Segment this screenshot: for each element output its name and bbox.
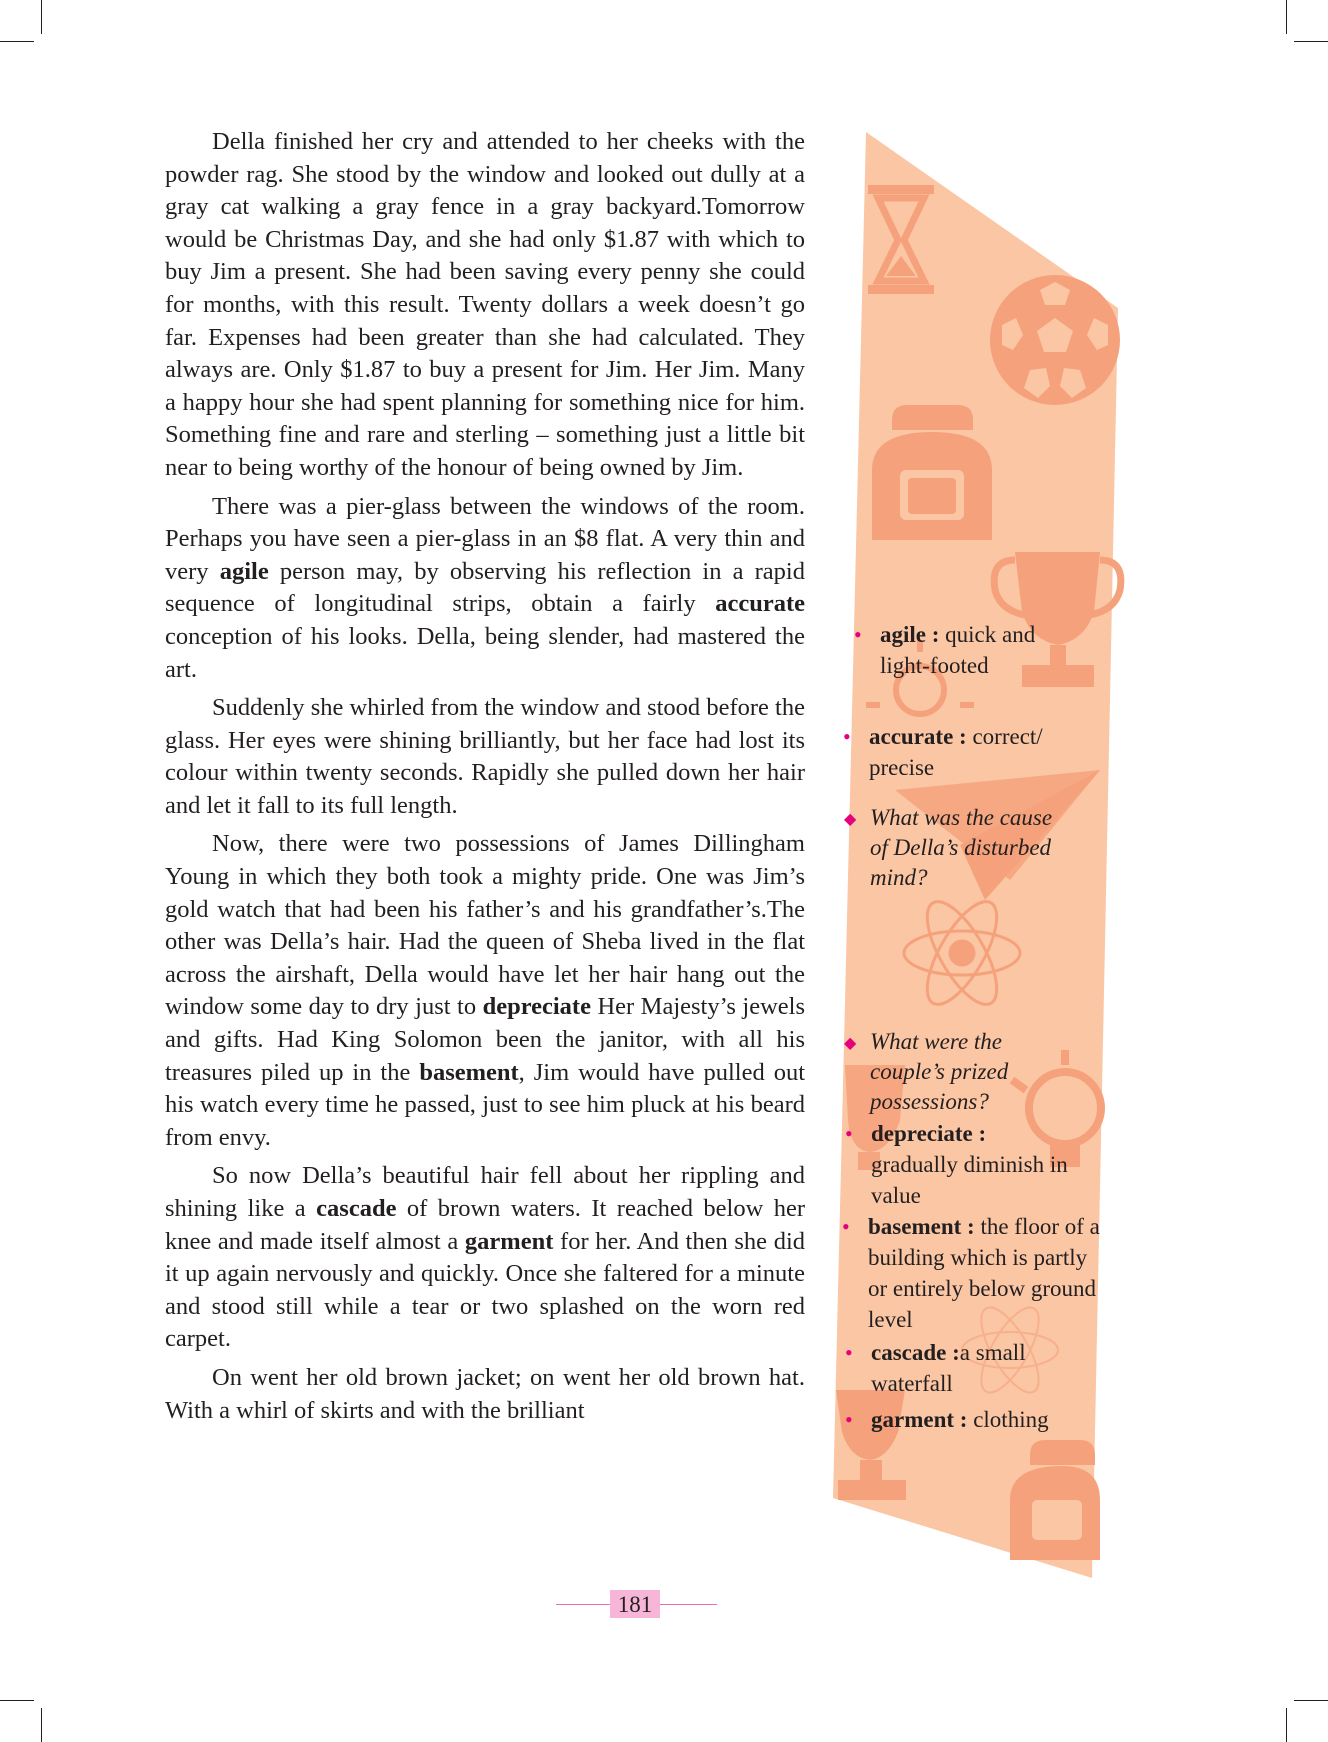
bullet-icon: • bbox=[845, 1407, 853, 1432]
page-number: 181 bbox=[610, 1590, 660, 1618]
bullet-icon: • bbox=[845, 1121, 853, 1146]
bullet-icon: • bbox=[854, 622, 862, 647]
paragraph: On went her old brown jacket; on went her old brown hat. With a whirl of skirts and with the brilliant bbox=[165, 1363, 805, 1424]
paragraph: There was a pier-glass between the windows of the room. Perhaps you have seen a pier-glass in an $8 flat. A very thin and very agile person may, by observing his reflection in a rapid sequence of longitudinal strips, obtain a fairly accurate conception of his looks. Della, being slender, had mastered the art. bbox=[165, 492, 806, 683]
glossary-accurate: • accurate : correct/ precise bbox=[843, 724, 1043, 780]
story-text bbox=[165, 126, 805, 1433]
glossary-agile: • agile : quick and light-footed bbox=[854, 622, 1036, 678]
keyword-agile: agile bbox=[219, 557, 269, 585]
keyword-accurate: accurate bbox=[715, 590, 806, 618]
keyword-basement: basement bbox=[419, 1058, 519, 1086]
paragraph: So now Della’s beautiful hair fell about her rippling and shining like a cascade of brown waters. It reached below her knee and made itself almost a garment for her. And then she did it up again nervously and quickly. Once she faltered for a minute and stood still while a tear or two splashed on the worn red carpet. bbox=[165, 1162, 806, 1353]
question-2: ◆ What were the couple’s prized possessions? bbox=[844, 1029, 1009, 1114]
bullet-icon: • bbox=[843, 724, 851, 749]
keyword-cascade: cascade bbox=[316, 1195, 397, 1222]
keyword-garment: garment bbox=[464, 1227, 554, 1255]
football-icon bbox=[990, 275, 1120, 405]
glossary-garment: • garment : clothing bbox=[871, 1405, 1091, 1436]
question-1: ◆ What was the cause of Della’s disturbed mind? bbox=[844, 805, 1053, 890]
glossary-basement: • basement : the floor of a building which is partly or entirely below ground level bbox=[868, 1211, 1100, 1335]
bullet-icon: • bbox=[842, 1214, 850, 1239]
paragraph: Della finished her cry and attended to her cheeks with the powder rag. She stood by the window and looked out dully at a gray cat walking a gray fence in a gray backyard.Tomorrow would be Christmas Day, and she had only $1.87 with which to buy Jim a present. She had been saving every penny she could for months, with this result. Twenty dollars a week doesn’t go far. Expenses had been greater than she had calculated. They always are. Only $1.87 to buy a present for Jim. Her Jim. Many a happy hour she had spent planning for something nice for him. Something fine and rare and sterling – something just a little bit near to being worthy of the honour of being owned by Jim. bbox=[165, 128, 805, 481]
diamond-bullet-icon: ◆ bbox=[844, 811, 857, 828]
keyword-depreciate: depreciate bbox=[482, 993, 591, 1021]
bullet-icon: • bbox=[845, 1340, 853, 1365]
page-number-rule bbox=[660, 1604, 717, 1605]
page-number-rule bbox=[556, 1604, 610, 1605]
diamond-bullet-icon: ◆ bbox=[844, 1035, 857, 1052]
paragraph: Now, there were two possessions of James Dillingham Young in which they both took a mighty pride. One was Jim’s gold watch that had been his father’s and his grandfather’s.The other was Della’s hair. Had the queen of Sheba lived in the flat across the airshaft, Della would have let her hair hang out the window some day to dry just to depreciate Her Majesty’s jewels and gifts. Had King Solomon been the janitor, with all his treasures piled up in the basement, Jim would have pulled out his watch every time he passed, just to see him pluck at his beard from envy. bbox=[165, 830, 805, 1151]
glossary-cascade: • cascade :a small waterfall bbox=[871, 1337, 1071, 1399]
glossary-depreciate: • depreciate : gradually diminish in value bbox=[871, 1118, 1081, 1211]
paragraph: Suddenly she whirled from the window and stood before the glass. Her eyes were shining brilliantly, but her face had lost its colour within twenty seconds. Rapidly she pulled down her hair and let it fall to its full length. bbox=[165, 694, 805, 819]
